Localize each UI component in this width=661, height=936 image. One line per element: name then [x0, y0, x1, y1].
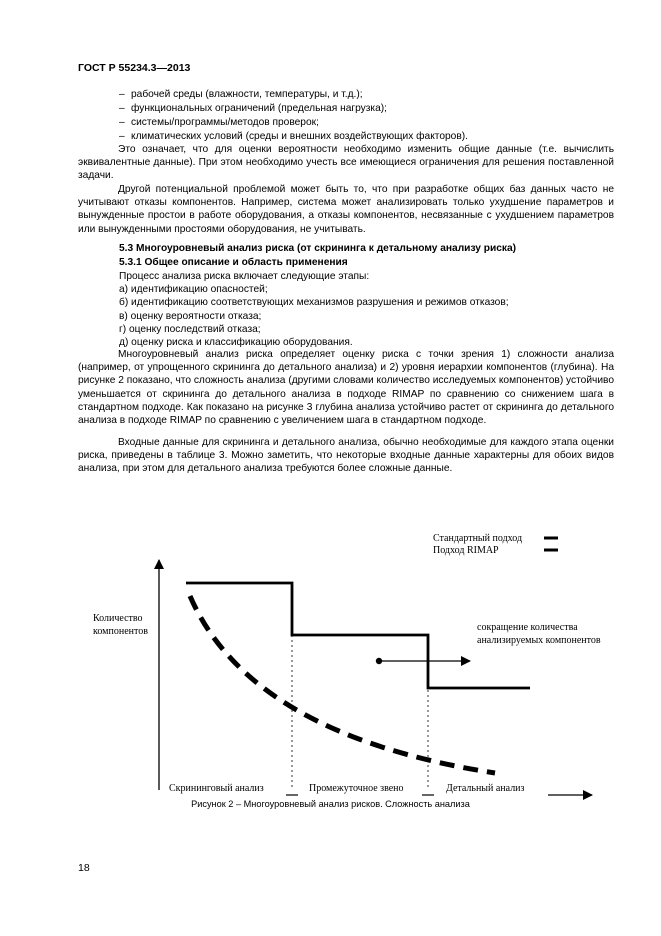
- annotation-label: анализируемых компонентов: [477, 635, 601, 646]
- y-axis-label: Количество: [93, 613, 143, 624]
- list-item: – климатических условий (среды и внешних воздействующих факторов).: [119, 131, 468, 142]
- page-number: 18: [78, 862, 90, 874]
- rimap-approach-curve: [190, 596, 495, 773]
- paragraph-equivalent-data: Это означает, что для оценки вероятности необходимо изменить общие данные (т.е. вычислить эквивалентные данные). При этом необходимо учесть все имеющиеся ограничения для решения поставленной задачи.: [78, 144, 614, 182]
- subsection-heading: 5.3.1 Общее описание и область применения: [119, 257, 348, 268]
- stage-label-screening: Скрининговый анализ: [169, 783, 264, 794]
- annotation-label: сокращение количества: [477, 622, 578, 633]
- stage-label-intermediate: Промежуточное звено: [309, 783, 404, 794]
- paragraph-input-data: Входные данные для скрининга и детального анализа, обычно необходимые для каждого этапа оценки риска, приведены в таблице 3. Можно заметить, что некоторые входные данные характерны для обоих видов анализа, при этом для детального анализа требуются более сложные данные.: [78, 437, 614, 475]
- document-header: ГОСТ Р 55234.3—2013: [78, 62, 191, 74]
- list-item: – функциональных ограничений (предельная нагрузка);: [119, 103, 387, 114]
- stages-intro: Процесс анализа риска включает следующие этапы:: [119, 271, 370, 282]
- legend-rimap: Подход RIMAP: [433, 545, 499, 556]
- list-item: г) оценку последствий отказа;: [119, 323, 261, 335]
- list-item: – рабочей среды (влажности, температуры, и т.д.);: [119, 89, 363, 100]
- paragraph-multilevel-analysis: Многоуровневый анализ риска определяет оценку риска с точки зрения 1) сложности анализа (например, от упрощенного скрининга до детального анализа) и 2) уровня иерархии компонентов (глубина). На рисунке 2 показано, что сложность анализа (другими словами количество исследуемых компонентов) устойчиво уменьшается от скрининга до детального анализа в подходе RIMAP по сравнению со снижением шага в стандартном подходе. Как показано на рисунке 3 глубина анализа устойчиво растет от скрининга до детального анализа в подходе RIMAP по сравнению с увеличением шага в стандартном подходе.: [78, 349, 614, 427]
- legend-standard: Стандартный подход: [433, 533, 523, 544]
- list-item: в) оценку вероятности отказа;: [119, 310, 262, 322]
- figure-caption: Рисунок 2 – Многоуровневый анализ рисков. Сложность анализа: [191, 799, 470, 809]
- stage-label-detailed: Детальный анализ: [446, 783, 525, 794]
- paragraph-component-failures: Другой потенциальной проблемой может быть то, что при разработке общих баз данных часто не учитывают отказы компонентов. Например, система может анализировать только ухудшение параметров и вынужденные простои в работе оборудования, а отказы компонентов, несвязанные с ухудшением параметров или вынужденными простоями оборудования, не учитывать.: [78, 184, 614, 235]
- list-item: а) идентификацию опасностей;: [119, 284, 268, 296]
- section-heading: 5.3 Многоуровневый анализ риска (от скрининга к детальному анализу риска): [119, 243, 517, 254]
- y-axis-label: компонентов: [93, 626, 148, 637]
- list-item: б) идентификацию соответствующих механизмов разрушения и режимов отказов;: [119, 297, 509, 309]
- list-item: д) оценку риска и классификацию оборудования.: [119, 336, 353, 348]
- list-item: – системы/программы/методов проверок;: [119, 117, 319, 128]
